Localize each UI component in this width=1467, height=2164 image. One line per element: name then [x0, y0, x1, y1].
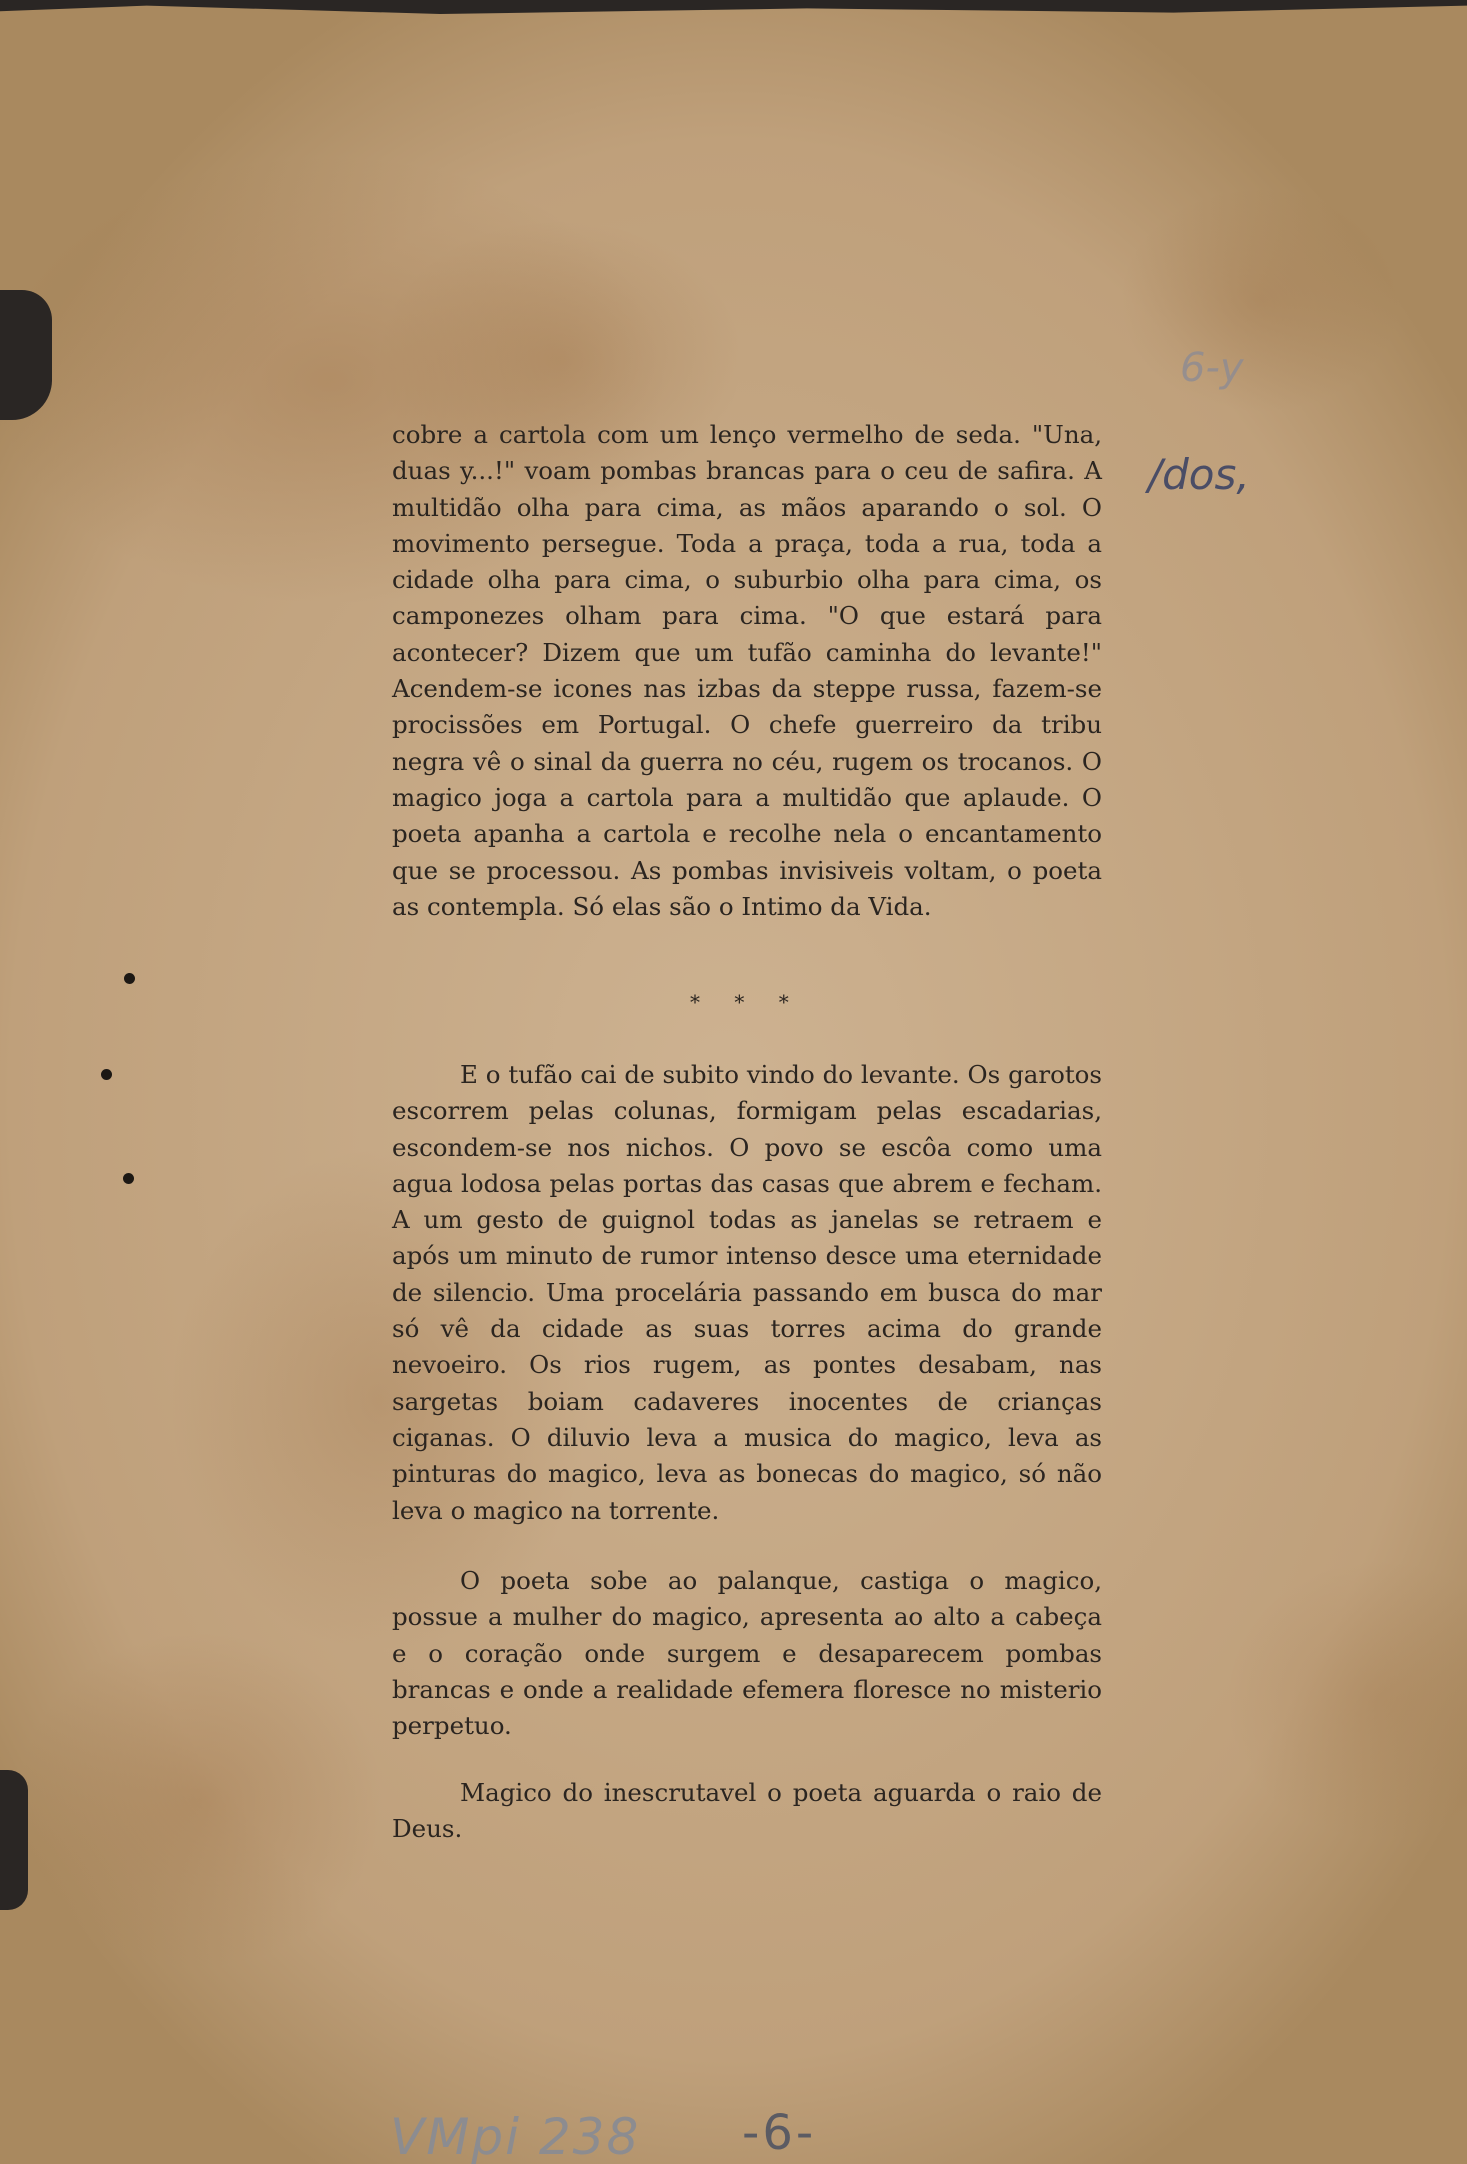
paragraph-4: Magico do inescrutavel o poeta aguarda o raio de Deus.	[392, 1778, 1102, 1844]
handwritten-top-right-note: 6-y	[1180, 345, 1244, 391]
paragraph-3: O poeta sobe ao palanque, castiga o magico, possue a mulher do magico, apresenta ao alto a cabeça e o coração onde surgem e desaparecem pombas brancas e onde a realidade efemera floresce no misterio perpetuo.	[392, 1566, 1102, 1741]
torn-left-edge-lower	[0, 1770, 28, 1910]
paragraph-1: cobre a cartola com um lenço vermelho de seda. "Una, duas y...!" voam pombas brancas para o ceu de safira. A multidão olha para cima, as mãos aparando o sol. O movimento persegue. Toda a praça, toda a rua, toda a cidade olha para cima, o suburbio olha para cima, os camponezes olham para cima. "O que estará para acontecer? Dizem que um tufão caminha do levante!" Acendem-se icones nas izbas da steppe russa, fazem-se procissões em Portugal. O chefe guerreiro da tribu negra vê o sinal da guerra no céu, rugem os trocanos. O magico joga a cartola para a multidão que aplaude. O poeta apanha a cartola e recolhe nela o encantamento que se processou. As pombas invisiveis voltam, o poeta as contempla. Só elas são o Intimo da Vida.	[392, 420, 1102, 921]
shelf-mark: VMpi 238	[390, 2108, 641, 2164]
punch-hole-dot	[123, 1173, 134, 1184]
paragraph-2: E o tufão cai de subito vindo do levante. Os garotos escorrem pelas colunas, formigam pelas escadarias, escondem-se nos nichos. O povo se escôa como uma agua lodosa pelas portas das casas que abrem e fecham. A um gesto de guignol todas as janelas se retraem e após um minuto de rumor intenso desce uma eternidade de silencio. Uma procelária passando em busca do mar só vê da cidade as suas torres acima do grande nevoeiro. Os rios rugem, as pontes desabam, nas sargetas boiam cadaveres inocentes de crianças ciganas. O diluvio leva a musica do magico, leva as pinturas do magico, leva as bonecas do magico, só não leva o magico na torrente.	[392, 1060, 1102, 1525]
handwritten-margin-note: /dos,	[1148, 450, 1250, 499]
punch-hole-dot	[101, 1069, 112, 1080]
torn-left-edge	[0, 290, 52, 420]
section-separator: * * *	[690, 990, 803, 1014]
page-number: -6-	[742, 2105, 817, 2161]
punch-hole-dot	[124, 973, 135, 984]
torn-top-edge	[0, 0, 1467, 14]
